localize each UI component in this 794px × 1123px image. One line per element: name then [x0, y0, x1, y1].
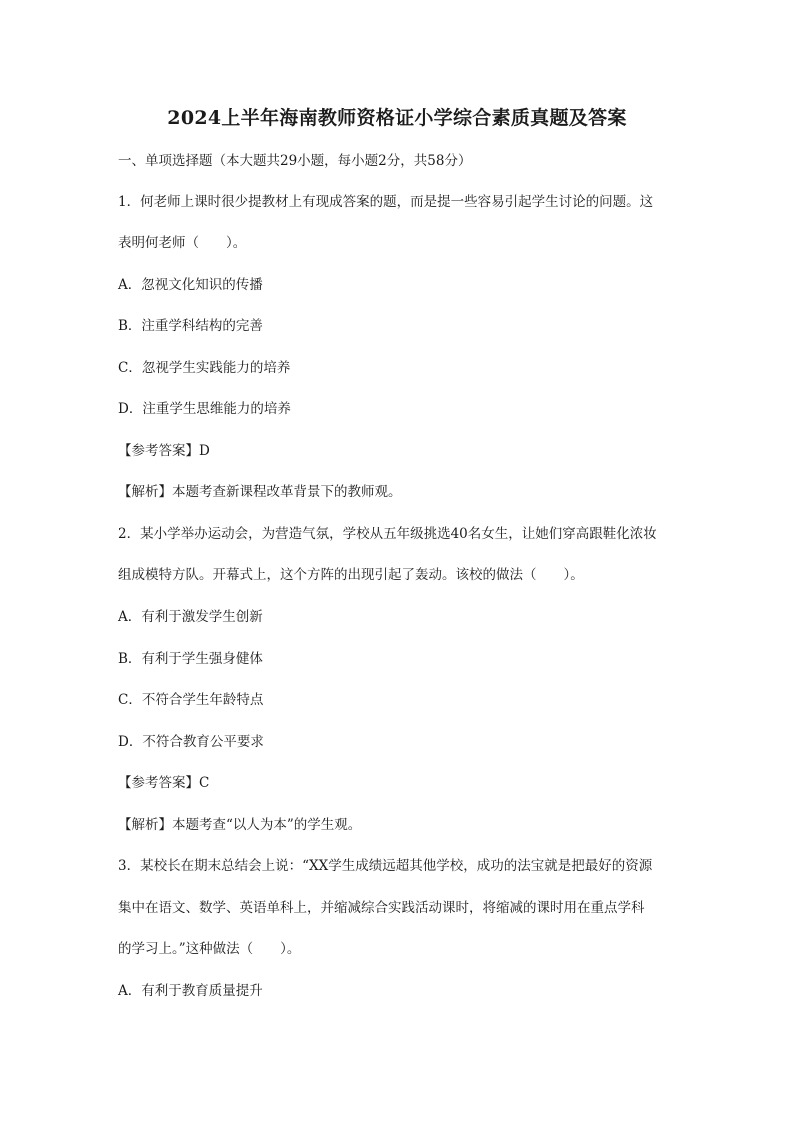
question-2-stem-line-2: 组成模特方队。开幕式上，这个方阵的出现引起了轰动。该校的做法（ ）。	[118, 567, 584, 583]
document-title: 2024上半年海南教师资格证小学综合素质真题及答案	[167, 107, 627, 129]
question-1-answer: 【参考答案】D	[118, 443, 210, 459]
question-1-option-b: B．注重学科结构的完善	[118, 318, 263, 334]
question-2-analysis: 【解析】本题考查“以人为本”的学生观。	[118, 817, 362, 833]
question-2-option-c: C．不符合学生年龄特点	[118, 692, 264, 708]
question-3-option-a: A．有利于教育质量提升	[118, 983, 263, 999]
question-1-option-a: A．忽视文化知识的传播	[118, 277, 263, 293]
question-2-answer: 【参考答案】C	[118, 775, 210, 791]
question-3-stem-line-3: 的学习上。”这种做法（ ）。	[118, 941, 301, 957]
question-1-option-c: C．忽视学生实践能力的培养	[118, 360, 291, 376]
question-2-option-b: B．有利于学生强身健体	[118, 651, 263, 667]
question-3-stem-line-2: 集中在语文、数学、英语单科上，并缩减综合实践活动课时，将缩减的课时用在重点学科	[118, 900, 645, 916]
question-2-stem-line-1: 2．某小学举办运动会，为营造气氛，学校从五年级挑选40名女生，让她们穿高跟鞋化浓妆	[118, 526, 657, 542]
question-1-stem-line-2: 表明何老师（ ）。	[118, 235, 247, 251]
question-1-analysis: 【解析】本题考查新课程改革背景下的教师观。	[118, 484, 402, 500]
question-2-option-d: D．不符合教育公平要求	[118, 734, 264, 750]
section-heading: 一、单项选择题（本大题共29小题，每小题2分，共58分）	[118, 153, 472, 169]
question-1-stem-line-1: 1．何老师上课时很少提教材上有现成答案的题，而是提一些容易引起学生讨论的问题。这	[118, 194, 654, 210]
question-3-stem-line-1: 3．某校长在期末总结会上说：“XX学生成绩远超其他学校，成功的法宝就是把最好的资源	[118, 858, 653, 874]
question-2-option-a: A．有利于激发学生创新	[118, 609, 263, 625]
question-1-option-d: D．注重学生思维能力的培养	[118, 401, 291, 417]
